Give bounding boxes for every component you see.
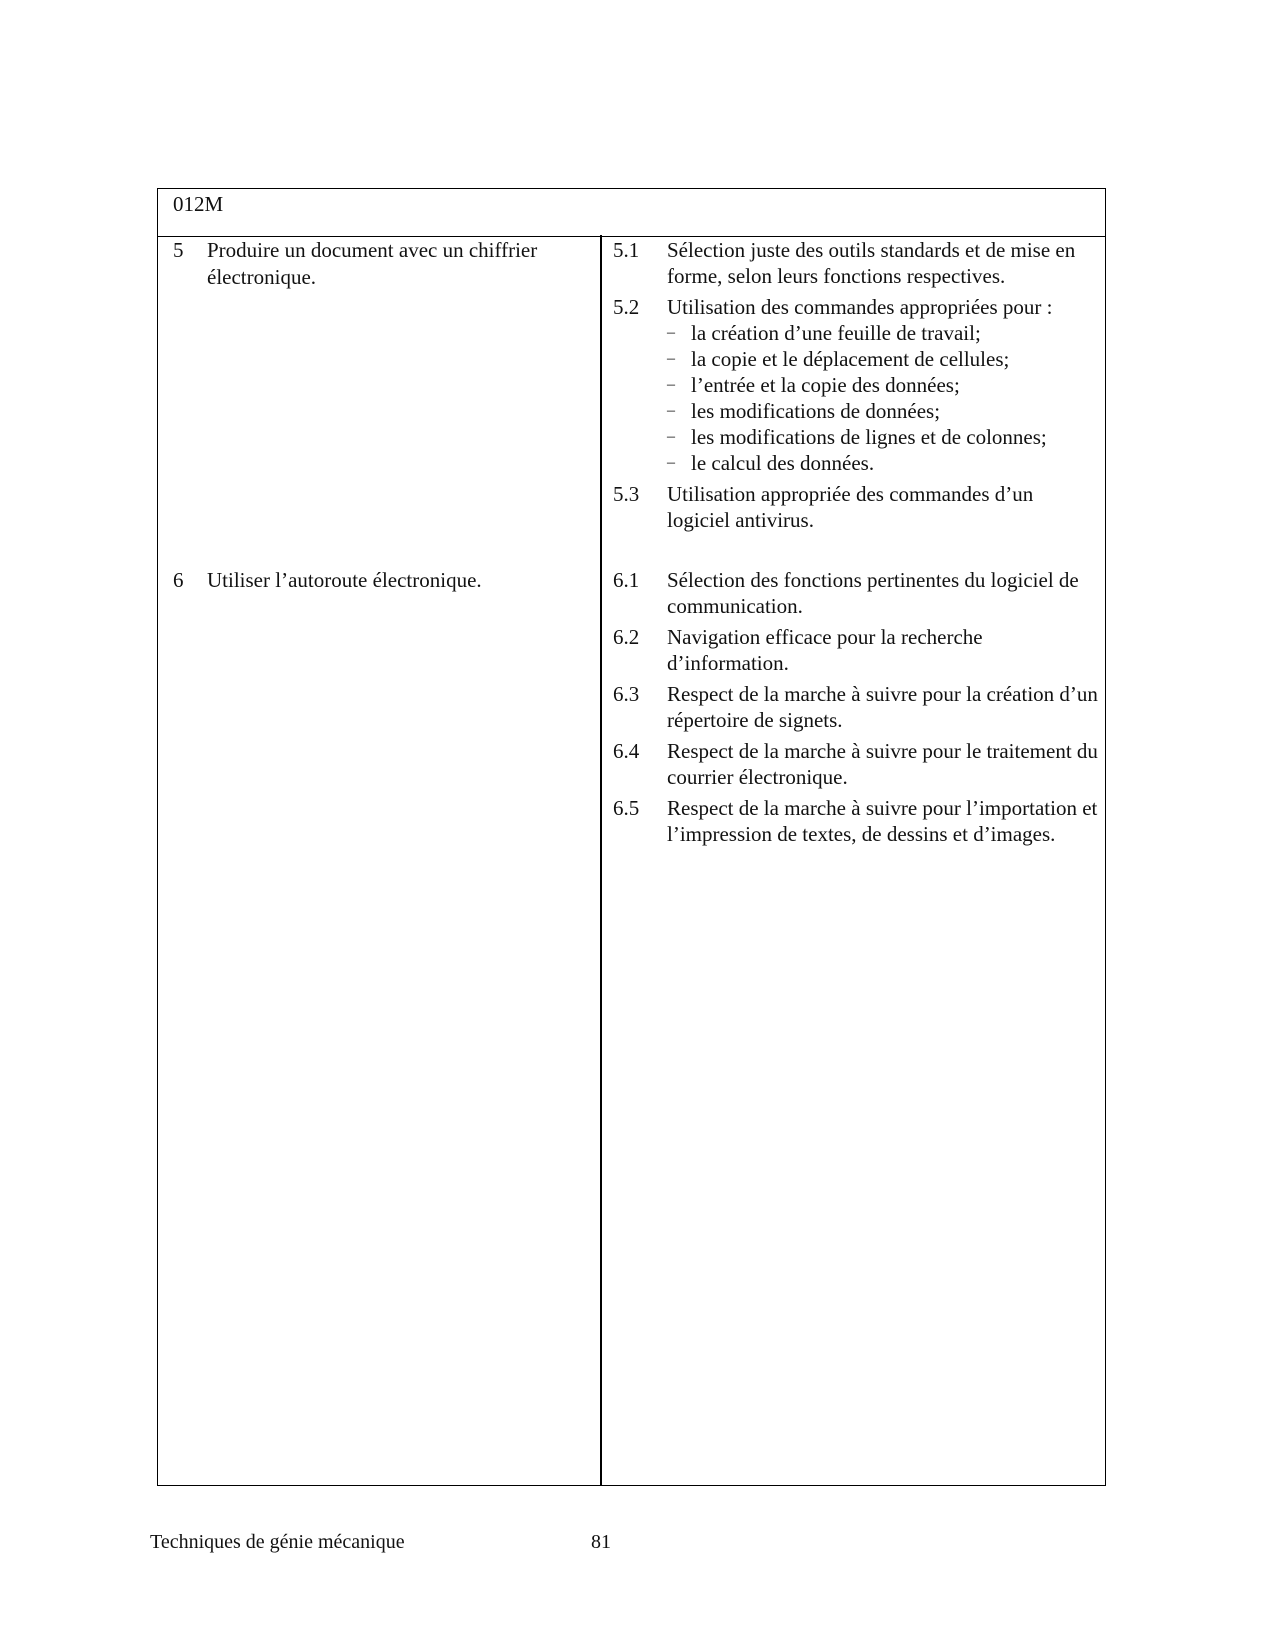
criterion-text: Respect de la marche à suivre pour l’importation et l’impression de textes, de dessins et d’images.	[667, 796, 1098, 846]
dash-bullet: –	[667, 324, 675, 341]
criterion-6-1	[613, 567, 1098, 619]
dash-bullet: –	[667, 402, 675, 419]
sub-item-text: l’entrée et la copie des données;	[691, 373, 960, 397]
criterion-number: 6.1	[613, 568, 640, 592]
dash-bullet: –	[667, 454, 675, 471]
sub-item-text: les modifications de lignes et de colonnes;	[691, 425, 1047, 449]
course-code-row	[158, 189, 1105, 237]
criterion-6-4	[613, 738, 1098, 790]
sub-item	[667, 372, 1098, 398]
criterion-5-2	[613, 294, 1098, 476]
competency-number: 6	[173, 568, 184, 592]
dash-bullet: –	[667, 350, 675, 367]
footer-program-title: Techniques de génie mécanique	[150, 1531, 405, 1553]
sub-item	[667, 346, 1098, 372]
criterion-number: 5.1	[613, 238, 640, 262]
criterion-text: Respect de la marche à suivre pour la création d’un répertoire de signets.	[667, 682, 1098, 732]
sub-item-text: le calcul des données.	[691, 451, 875, 475]
competency-text: Produire un document avec un chiffrier électronique.	[207, 238, 538, 289]
sub-item	[667, 398, 1098, 424]
column-divider	[600, 235, 602, 1485]
footer-page-number: 81	[591, 1531, 611, 1553]
criterion-text: Utilisation appropriée des commandes d’un logiciel antivirus.	[667, 482, 1034, 532]
sub-item	[667, 320, 1098, 346]
criteria-list-5	[613, 237, 1098, 538]
course-code: 012M	[173, 192, 224, 216]
sub-item	[667, 424, 1098, 450]
criterion-text: Sélection juste des outils standards et de mise en forme, selon leurs fonctions respectives.	[667, 238, 1076, 288]
criterion-text: Navigation efficace pour la recherche d’information.	[667, 625, 983, 675]
competency-text: Utiliser l’autoroute électronique.	[207, 568, 482, 592]
criterion-number: 5.2	[613, 295, 640, 319]
criteria-list-6	[613, 567, 1098, 852]
criterion-number: 5.3	[613, 482, 640, 506]
criterion-5-1	[613, 237, 1098, 289]
competency-number: 5	[173, 238, 184, 262]
criterion-number: 6.2	[613, 625, 640, 649]
criteria-table	[157, 188, 1106, 1486]
dash-bullet: –	[667, 428, 675, 445]
sub-item-text: les modifications de données;	[691, 399, 941, 423]
criterion-sub-list	[667, 320, 1098, 476]
sub-item-text: la copie et le déplacement de cellules;	[691, 347, 1010, 371]
sub-item-text: la création d’une feuille de travail;	[691, 321, 981, 345]
criterion-text: Respect de la marche à suivre pour le traitement du courrier électronique.	[667, 739, 1098, 789]
criterion-number: 6.5	[613, 796, 640, 820]
criterion-6-3	[613, 681, 1098, 733]
dash-bullet: –	[667, 376, 675, 393]
sub-item	[667, 450, 1098, 476]
criterion-5-3	[613, 481, 1098, 533]
criterion-text: Utilisation des commandes appropriées pour :	[667, 295, 1053, 319]
criterion-6-2	[613, 624, 1098, 676]
criterion-6-5	[613, 795, 1098, 847]
criterion-number: 6.3	[613, 682, 640, 706]
criterion-number: 6.4	[613, 739, 640, 763]
criterion-text: Sélection des fonctions pertinentes du logiciel de communication.	[667, 568, 1079, 618]
